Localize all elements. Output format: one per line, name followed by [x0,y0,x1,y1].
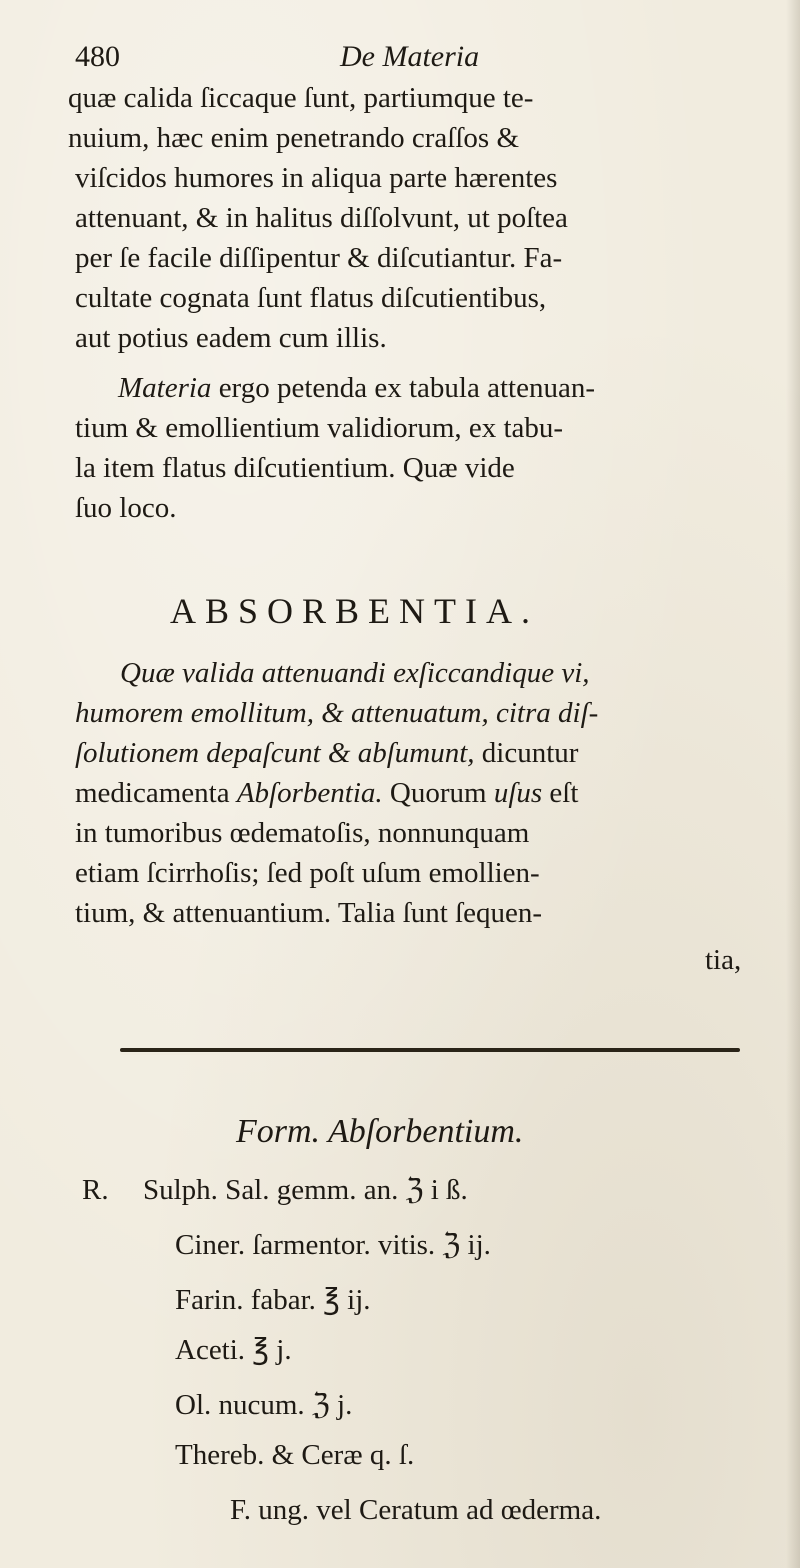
text-span: medicamenta [75,777,237,809]
recipe-symbol: R. [82,1174,109,1206]
text-span: eſt [542,777,579,809]
text-span: uſus [493,777,543,809]
text-span: ſolutionem depaſcunt & abſumunt, [75,737,475,769]
page-edge-shadow [786,0,800,1568]
section-heading: ABSORBENTIA. [170,591,540,631]
text-span: Quorum [382,777,494,809]
decorative-rule-break [120,1053,230,1055]
text-line [75,773,578,813]
page-number: 480 [75,40,120,73]
text-line: per ſe facile diſſipentur & diſcutiantur. Fa- [75,242,563,274]
text-line: etiam ſcirrhoſis; ſed poſt uſum emollien- [75,857,540,889]
text-line [118,368,595,408]
ingredient-line: F. ung. vel Ceratum ad œderma. [230,1494,602,1526]
ingredient-line: Sulph. Sal. gemm. an. ℨ i ß. [143,1174,468,1206]
text-line: in tumoribus œdematoſis, nonnunquam [75,817,530,849]
formula-title: Form. Abſorbentium. [236,1113,524,1150]
text-span: dicuntur [474,737,579,769]
text-line: quæ calida ſiccaque ſunt, partiumque te- [68,82,534,114]
text-line: tium & emollientium validiorum, ex tabu- [75,412,564,444]
decorative-rule [120,1048,740,1052]
ingredient-line: Farin. fabar. ℥ ij. [175,1284,371,1316]
text-line: cultate cognata ſunt flatus diſcutientibus, [75,282,547,314]
ingredient-line: Thereb. & Ceræ q. ſ. [175,1439,415,1471]
ingredient-line: Ol. nucum. ℨ j. [175,1389,353,1421]
text-line: aut potius eadem cum illis. [75,322,387,354]
text-line: attenuant, & in halitus diſſolvunt, ut poſtea [75,202,568,234]
text-line: nuium, hæc enim penetrando craſſos & [68,122,520,154]
text-span: Abſorbentia. [236,777,383,809]
text-line: ſuo loco. [75,492,177,524]
text-line: Quæ valida attenuandi exſiccandique vi, [120,657,590,689]
text-line: la item flatus diſcutientium. Quæ vide [75,452,515,484]
ingredient-line: Aceti. ℥ j. [175,1334,292,1366]
catchword: tia, [705,944,742,976]
text-line: humorem emollitum, & attenuatum, citra diſ- [75,697,599,729]
ingredient-line: Ciner. ſarmentor. vitis. ℨ ij. [175,1229,491,1261]
text-line [75,733,578,773]
text-line: tium, & attenuantium. Talia ſunt ſequen- [75,897,542,929]
text-line: viſcidos humores in aliqua parte hærentes [75,162,558,194]
running-title: De Materia [340,40,480,73]
text-span: ergo petenda ex tabula attenuan- [211,372,595,404]
materia-word: Materia [118,372,212,404]
